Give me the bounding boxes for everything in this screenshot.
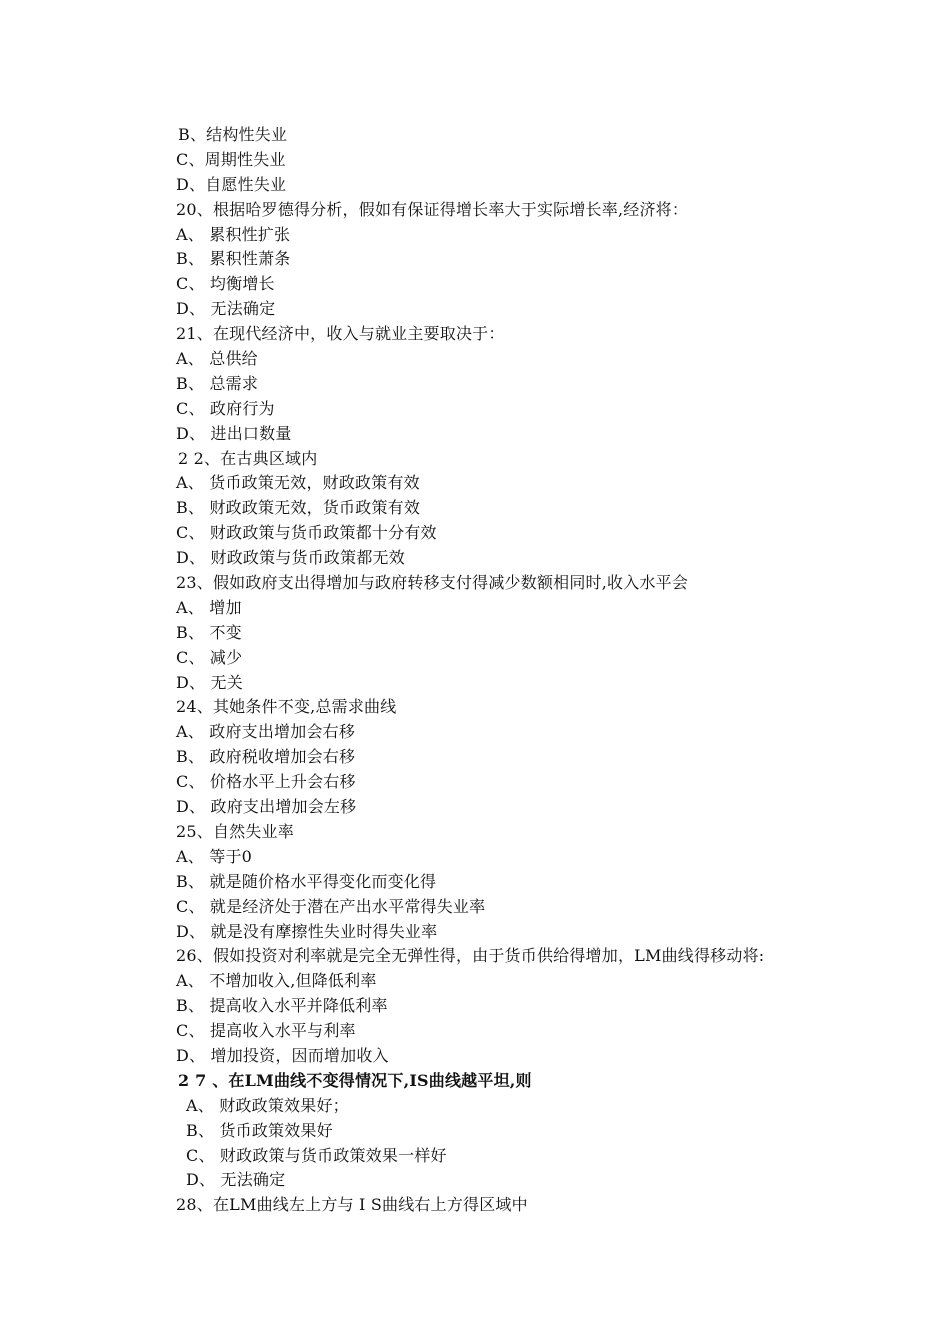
question-line: 25、自然失业率 [176,821,294,841]
option-line: C、 就是经济处于潜在产出水平常得失业率 [176,896,486,916]
option-line: C、 价格水平上升会右移 [176,772,356,792]
option-line: D、 就是没有摩擦性失业时得失业率 [176,921,438,941]
option-line: D、 进出口数量 [176,423,292,443]
option-line: C、 财政政策与货币政策都十分有效 [176,523,437,543]
option-line: A、 等于0 [176,846,253,866]
option-line: D、自愿性失业 [176,174,287,194]
option-line: A、 货币政策无效，财政政策有效 [176,473,420,493]
option-line: A、 财政政策效果好； [186,1095,349,1115]
option-line: C、周期性失业 [176,149,286,169]
option-line: A、 政府支出增加会右移 [176,722,356,742]
option-line: B、结构性失业 [178,125,288,144]
option-line: D、 政府支出增加会左移 [176,797,357,817]
option-line: B、 货币政策效果好 [186,1120,333,1140]
option-line: B、 总需求 [176,373,259,393]
question-line: 2 7 、在LM曲线不变得情况下,IS曲线越平坦,则 [178,1070,532,1090]
option-line: D、 增加投资，因而增加收入 [176,1045,389,1065]
option-line: C、 政府行为 [176,398,275,418]
question-line: 20、根据哈罗德得分析，假如有保证得增长率大于实际增长率,经济将： [176,199,689,219]
option-line: D、 无法确定 [176,299,276,319]
question-line: 23、假如政府支出得增加与政府转移支付得减少数额相同时,收入水平会 [176,573,689,593]
option-line: C、 均衡增长 [176,274,275,294]
option-line: A、 总供给 [176,349,258,369]
option-line: A、 累积性扩张 [176,224,291,244]
document-body [0,123,950,1218]
option-line: B、 不变 [176,622,242,642]
option-line: D、 无法确定 [186,1170,286,1190]
question-line: 2 2、在古典区域内 [178,448,318,468]
option-line: A、 增加 [176,597,242,617]
option-line: B、 财政政策无效，货币政策有效 [176,498,421,518]
option-line: B、 提高收入水平并降低利率 [176,996,388,1016]
option-line: C、 财政政策与货币政策效果一样好 [186,1145,447,1165]
option-line: C、 提高收入水平与利率 [176,1021,356,1041]
option-line: D、 无关 [176,672,243,692]
option-line: D、 财政政策与货币政策都无效 [176,548,405,568]
option-line: C、 减少 [176,647,243,667]
option-line: A、 不增加收入,但降低利率 [176,971,377,991]
question-line: 21、在现代经济中，收入与就业主要取决于： [176,324,505,344]
question-line: 24、其她条件不变,总需求曲线 [176,697,397,717]
option-line: B、 就是随价格水平得变化而变化得 [176,871,437,891]
question-line: 28、在LM曲线左上方与 I S曲线右上方得区域中 [176,1195,528,1215]
option-line: B、 政府税收增加会右移 [176,747,356,767]
option-line: B、 累积性萧条 [176,249,291,269]
question-line: 26、假如投资对利率就是完全无弹性得，由于货币供给得增加，LM曲线得移动将: [176,946,765,966]
